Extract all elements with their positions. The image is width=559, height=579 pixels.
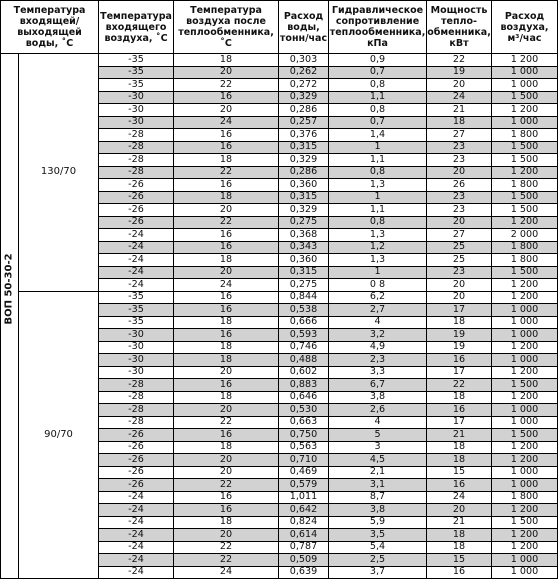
cell-water-flow: 0,275	[279, 279, 329, 292]
cell-heat-power: 24	[427, 491, 492, 504]
cell-hydraulic-resistance: 1,1	[329, 91, 427, 104]
cell-hydraulic-resistance: 4	[329, 416, 427, 429]
cell-hydraulic-resistance: 2,5	[329, 554, 427, 567]
cell-inlet-air-temp: -28	[99, 129, 174, 142]
cell-air-flow: 1 500	[492, 516, 558, 529]
cell-outlet-air-temp: 18	[174, 354, 279, 367]
cell-outlet-air-temp: 16	[174, 491, 279, 504]
cell-heat-power: 23	[427, 191, 492, 204]
cell-water-flow: 0,666	[279, 316, 329, 329]
cell-outlet-air-temp: 20	[174, 266, 279, 279]
cell-heat-power: 19	[427, 66, 492, 79]
model-label-cell	[1, 54, 19, 579]
cell-outlet-air-temp: 18	[174, 254, 279, 267]
cell-inlet-air-temp: -35	[99, 79, 174, 92]
cell-inlet-air-temp: -24	[99, 266, 174, 279]
cell-water-flow: 0,343	[279, 241, 329, 254]
cell-air-flow: 1 800	[492, 254, 558, 267]
cell-water-flow: 0,275	[279, 216, 329, 229]
cell-inlet-air-temp: -35	[99, 291, 174, 304]
cell-heat-power: 20	[427, 504, 492, 517]
cell-water-flow: 0,360	[279, 179, 329, 192]
cell-water-flow: 0,750	[279, 429, 329, 442]
cell-heat-power: 17	[427, 366, 492, 379]
cell-outlet-air-temp: 22	[174, 416, 279, 429]
cell-water-flow: 0,710	[279, 454, 329, 467]
cell-heat-power: 20	[427, 79, 492, 92]
water-temp-group: 90/70	[19, 291, 99, 579]
cell-hydraulic-resistance: 3,8	[329, 391, 427, 404]
cell-hydraulic-resistance: 3,8	[329, 504, 427, 517]
cell-hydraulic-resistance: 3,2	[329, 329, 427, 342]
cell-water-flow: 0,329	[279, 154, 329, 167]
cell-inlet-air-temp: -30	[99, 329, 174, 342]
cell-hydraulic-resistance: 8,7	[329, 491, 427, 504]
cell-air-flow: 1 500	[492, 379, 558, 392]
cell-air-flow: 1 200	[492, 104, 558, 117]
cell-heat-power: 23	[427, 204, 492, 217]
cell-air-flow: 1 000	[492, 329, 558, 342]
cell-air-flow: 1 500	[492, 191, 558, 204]
cell-outlet-air-temp: 20	[174, 454, 279, 467]
cell-water-flow: 0,602	[279, 366, 329, 379]
cell-air-flow: 1 000	[492, 566, 558, 579]
cell-heat-power: 18	[427, 316, 492, 329]
cell-air-flow: 1 500	[492, 91, 558, 104]
cell-outlet-air-temp: 16	[174, 229, 279, 242]
cell-outlet-air-temp: 16	[174, 379, 279, 392]
cell-hydraulic-resistance: 5,4	[329, 541, 427, 554]
cell-air-flow: 1 200	[492, 391, 558, 404]
cell-hydraulic-resistance: 4,5	[329, 454, 427, 467]
cell-inlet-air-temp: -30	[99, 341, 174, 354]
cell-hydraulic-resistance: 1,1	[329, 204, 427, 217]
cell-hydraulic-resistance: 1,3	[329, 179, 427, 192]
cell-outlet-air-temp: 18	[174, 341, 279, 354]
cell-air-flow: 1 200	[492, 166, 558, 179]
cell-heat-power: 27	[427, 229, 492, 242]
cell-water-flow: 0,614	[279, 529, 329, 542]
cell-heat-power: 20	[427, 216, 492, 229]
cell-inlet-air-temp: -24	[99, 529, 174, 542]
cell-inlet-air-temp: -24	[99, 504, 174, 517]
cell-outlet-air-temp: 20	[174, 66, 279, 79]
cell-hydraulic-resistance: 1	[329, 141, 427, 154]
cell-inlet-air-temp: -26	[99, 429, 174, 442]
cell-hydraulic-resistance: 0,8	[329, 216, 427, 229]
cell-heat-power: 19	[427, 341, 492, 354]
cell-heat-power: 18	[427, 541, 492, 554]
cell-inlet-air-temp: -35	[99, 66, 174, 79]
cell-water-flow: 0,360	[279, 254, 329, 267]
cell-hydraulic-resistance: 2,3	[329, 354, 427, 367]
cell-outlet-air-temp: 24	[174, 279, 279, 292]
cell-outlet-air-temp: 16	[174, 429, 279, 442]
cell-air-flow: 1 200	[492, 454, 558, 467]
cell-outlet-air-temp: 16	[174, 329, 279, 342]
cell-air-flow: 1 800	[492, 129, 558, 142]
cell-heat-power: 20	[427, 279, 492, 292]
cell-air-flow: 1 500	[492, 204, 558, 217]
cell-heat-power: 17	[427, 416, 492, 429]
cell-heat-power: 23	[427, 141, 492, 154]
cell-inlet-air-temp: -26	[99, 191, 174, 204]
cell-outlet-air-temp: 18	[174, 516, 279, 529]
cell-air-flow: 1 200	[492, 291, 558, 304]
cell-outlet-air-temp: 20	[174, 404, 279, 417]
cell-air-flow: 1 200	[492, 529, 558, 542]
cell-outlet-air-temp: 20	[174, 204, 279, 217]
cell-water-flow: 0,368	[279, 229, 329, 242]
cell-inlet-air-temp: -24	[99, 516, 174, 529]
cell-outlet-air-temp: 22	[174, 541, 279, 554]
cell-inlet-air-temp: -26	[99, 216, 174, 229]
cell-air-flow: 1 200	[492, 54, 558, 67]
cell-inlet-air-temp: -30	[99, 366, 174, 379]
cell-inlet-air-temp: -35	[99, 304, 174, 317]
cell-water-flow: 1,011	[279, 491, 329, 504]
cell-outlet-air-temp: 16	[174, 179, 279, 192]
cell-air-flow: 1 800	[492, 491, 558, 504]
cell-air-flow: 1 000	[492, 479, 558, 492]
cell-inlet-air-temp: -26	[99, 441, 174, 454]
header-heat-power: Мощность тепло-обменника, кВт	[427, 1, 492, 54]
cell-inlet-air-temp: -28	[99, 404, 174, 417]
cell-inlet-air-temp: -30	[99, 104, 174, 117]
cell-inlet-air-temp: -30	[99, 116, 174, 129]
cell-heat-power: 25	[427, 254, 492, 267]
cell-outlet-air-temp: 22	[174, 554, 279, 567]
cell-inlet-air-temp: -35	[99, 316, 174, 329]
cell-outlet-air-temp: 22	[174, 216, 279, 229]
cell-hydraulic-resistance: 3	[329, 441, 427, 454]
cell-water-flow: 0,272	[279, 79, 329, 92]
cell-outlet-air-temp: 16	[174, 129, 279, 142]
cell-heat-power: 27	[427, 129, 492, 142]
cell-water-flow: 0,286	[279, 166, 329, 179]
cell-outlet-air-temp: 16	[174, 504, 279, 517]
cell-hydraulic-resistance: 0,8	[329, 166, 427, 179]
cell-heat-power: 16	[427, 479, 492, 492]
cell-hydraulic-resistance: 2,7	[329, 304, 427, 317]
cell-air-flow: 1 200	[492, 541, 558, 554]
cell-water-flow: 0,303	[279, 54, 329, 67]
water-temp-group: 130/70	[19, 54, 99, 292]
cell-outlet-air-temp: 16	[174, 241, 279, 254]
header-outlet-air-temp: Температура воздуха после теплообменника, ˚С	[174, 1, 279, 54]
cell-air-flow: 1 500	[492, 429, 558, 442]
cell-water-flow: 0,646	[279, 391, 329, 404]
cell-outlet-air-temp: 16	[174, 304, 279, 317]
cell-heat-power: 20	[427, 166, 492, 179]
cell-air-flow: 1 000	[492, 466, 558, 479]
cell-air-flow: 1 000	[492, 116, 558, 129]
cell-air-flow: 1 500	[492, 141, 558, 154]
cell-inlet-air-temp: -26	[99, 466, 174, 479]
cell-inlet-air-temp: -28	[99, 154, 174, 167]
cell-hydraulic-resistance: 0 8	[329, 279, 427, 292]
cell-air-flow: 1 200	[492, 504, 558, 517]
cell-hydraulic-resistance: 4,9	[329, 341, 427, 354]
cell-water-flow: 0,257	[279, 116, 329, 129]
header-water-flow: Расход воды, тонн/час	[279, 1, 329, 54]
cell-air-flow: 1 000	[492, 316, 558, 329]
cell-water-flow: 0,787	[279, 541, 329, 554]
cell-air-flow: 1 800	[492, 241, 558, 254]
cell-outlet-air-temp: 16	[174, 291, 279, 304]
cell-air-flow: 1 800	[492, 179, 558, 192]
cell-inlet-air-temp: -26	[99, 179, 174, 192]
cell-air-flow: 1 000	[492, 79, 558, 92]
cell-hydraulic-resistance: 0,9	[329, 54, 427, 67]
header-air-flow: Расход воздуха, м³/час	[492, 1, 558, 54]
cell-outlet-air-temp: 18	[174, 441, 279, 454]
cell-water-flow: 0,883	[279, 379, 329, 392]
cell-hydraulic-resistance: 1	[329, 191, 427, 204]
cell-water-flow: 0,509	[279, 554, 329, 567]
cell-outlet-air-temp: 24	[174, 566, 279, 579]
cell-water-flow: 0,579	[279, 479, 329, 492]
cell-water-flow: 0,746	[279, 341, 329, 354]
cell-heat-power: 16	[427, 404, 492, 417]
cell-heat-power: 26	[427, 179, 492, 192]
cell-water-flow: 0,488	[279, 354, 329, 367]
cell-hydraulic-resistance: 0,8	[329, 79, 427, 92]
cell-outlet-air-temp: 20	[174, 466, 279, 479]
cell-hydraulic-resistance: 1,3	[329, 254, 427, 267]
cell-water-flow: 0,663	[279, 416, 329, 429]
cell-heat-power: 21	[427, 104, 492, 117]
cell-inlet-air-temp: -24	[99, 279, 174, 292]
cell-air-flow: 1 500	[492, 266, 558, 279]
header-inlet-air-temp: Температура входящего воздуха, ˚С	[99, 1, 174, 54]
cell-hydraulic-resistance: 0,8	[329, 104, 427, 117]
cell-outlet-air-temp: 24	[174, 116, 279, 129]
cell-air-flow: 1 200	[492, 279, 558, 292]
cell-hydraulic-resistance: 1,2	[329, 241, 427, 254]
cell-hydraulic-resistance: 4	[329, 316, 427, 329]
cell-water-flow: 0,530	[279, 404, 329, 417]
table-row	[1, 54, 558, 67]
cell-water-flow: 0,642	[279, 504, 329, 517]
cell-outlet-air-temp: 22	[174, 79, 279, 92]
cell-inlet-air-temp: -30	[99, 91, 174, 104]
cell-air-flow: 1 200	[492, 341, 558, 354]
cell-heat-power: 18	[427, 441, 492, 454]
cell-inlet-air-temp: -24	[99, 541, 174, 554]
cell-hydraulic-resistance: 3,5	[329, 529, 427, 542]
cell-water-flow: 0,315	[279, 141, 329, 154]
cell-heat-power: 15	[427, 466, 492, 479]
cell-inlet-air-temp: -26	[99, 479, 174, 492]
cell-outlet-air-temp: 22	[174, 479, 279, 492]
cell-inlet-air-temp: -28	[99, 166, 174, 179]
cell-heat-power: 18	[427, 116, 492, 129]
cell-inlet-air-temp: -26	[99, 204, 174, 217]
cell-air-flow: 1 000	[492, 354, 558, 367]
cell-inlet-air-temp: -24	[99, 554, 174, 567]
cell-heat-power: 20	[427, 291, 492, 304]
cell-water-flow: 0,329	[279, 91, 329, 104]
cell-outlet-air-temp: 20	[174, 529, 279, 542]
cell-hydraulic-resistance: 6,7	[329, 379, 427, 392]
cell-air-flow: 2 000	[492, 229, 558, 242]
cell-water-flow: 0,824	[279, 516, 329, 529]
cell-hydraulic-resistance: 3,7	[329, 566, 427, 579]
cell-heat-power: 16	[427, 354, 492, 367]
cell-heat-power: 18	[427, 529, 492, 542]
cell-inlet-air-temp: -24	[99, 229, 174, 242]
cell-inlet-air-temp: -28	[99, 416, 174, 429]
cell-inlet-air-temp: -26	[99, 454, 174, 467]
cell-water-flow: 0,639	[279, 566, 329, 579]
cell-air-flow: 1 500	[492, 154, 558, 167]
cell-hydraulic-resistance: 3,1	[329, 479, 427, 492]
cell-outlet-air-temp: 18	[174, 54, 279, 67]
header-hydraulic-resistance: Гидравлическое сопротивление теплообменника, кПа	[329, 1, 427, 54]
cell-water-flow: 0,844	[279, 291, 329, 304]
cell-heat-power: 22	[427, 379, 492, 392]
cell-heat-power: 15	[427, 554, 492, 567]
cell-water-flow: 0,563	[279, 441, 329, 454]
cell-inlet-air-temp: -35	[99, 54, 174, 67]
cell-air-flow: 1 000	[492, 66, 558, 79]
cell-air-flow: 1 000	[492, 304, 558, 317]
cell-outlet-air-temp: 20	[174, 366, 279, 379]
cell-heat-power: 24	[427, 91, 492, 104]
cell-air-flow: 1 200	[492, 216, 558, 229]
cell-water-flow: 0,469	[279, 466, 329, 479]
cell-hydraulic-resistance: 2,1	[329, 466, 427, 479]
cell-inlet-air-temp: -24	[99, 254, 174, 267]
cell-water-flow: 0,593	[279, 329, 329, 342]
cell-hydraulic-resistance: 1,3	[329, 229, 427, 242]
cell-outlet-air-temp: 18	[174, 191, 279, 204]
cell-hydraulic-resistance: 6,2	[329, 291, 427, 304]
cell-hydraulic-resistance: 5	[329, 429, 427, 442]
cell-outlet-air-temp: 18	[174, 316, 279, 329]
cell-heat-power: 21	[427, 516, 492, 529]
table-row	[1, 291, 558, 304]
cell-outlet-air-temp: 18	[174, 391, 279, 404]
cell-air-flow: 1 000	[492, 404, 558, 417]
cell-water-flow: 0,315	[279, 266, 329, 279]
cell-outlet-air-temp: 22	[174, 166, 279, 179]
cell-water-flow: 0,286	[279, 104, 329, 117]
cell-hydraulic-resistance: 0,7	[329, 66, 427, 79]
cell-water-flow: 0,329	[279, 204, 329, 217]
cell-hydraulic-resistance: 0,7	[329, 116, 427, 129]
cell-outlet-air-temp: 18	[174, 154, 279, 167]
table-body	[1, 54, 558, 579]
cell-outlet-air-temp: 16	[174, 91, 279, 104]
cell-air-flow: 1 200	[492, 366, 558, 379]
cell-water-flow: 0,262	[279, 66, 329, 79]
cell-inlet-air-temp: -30	[99, 354, 174, 367]
cell-air-flow: 1 000	[492, 416, 558, 429]
cell-hydraulic-resistance: 2,6	[329, 404, 427, 417]
cell-heat-power: 22	[427, 54, 492, 67]
cell-hydraulic-resistance: 3,3	[329, 366, 427, 379]
header-row	[1, 1, 558, 54]
cell-inlet-air-temp: -24	[99, 491, 174, 504]
cell-heat-power: 16	[427, 566, 492, 579]
cell-inlet-air-temp: -24	[99, 241, 174, 254]
cell-outlet-air-temp: 16	[174, 141, 279, 154]
cell-heat-power: 23	[427, 266, 492, 279]
cell-heat-power: 23	[427, 154, 492, 167]
cell-hydraulic-resistance: 1,4	[329, 129, 427, 142]
cell-hydraulic-resistance: 5,9	[329, 516, 427, 529]
cell-outlet-air-temp: 20	[174, 104, 279, 117]
cell-inlet-air-temp: -28	[99, 391, 174, 404]
cell-water-flow: 0,376	[279, 129, 329, 142]
cell-heat-power: 19	[427, 329, 492, 342]
cell-heat-power: 25	[427, 241, 492, 254]
cell-hydraulic-resistance: 1	[329, 266, 427, 279]
model-label: ВОП 50-30-2	[3, 253, 15, 325]
cell-inlet-air-temp: -24	[99, 566, 174, 579]
cell-air-flow: 1 200	[492, 441, 558, 454]
cell-water-flow: 0,538	[279, 304, 329, 317]
cell-heat-power: 21	[427, 429, 492, 442]
cell-hydraulic-resistance: 1,1	[329, 154, 427, 167]
cell-heat-power: 18	[427, 391, 492, 404]
cell-air-flow: 1 000	[492, 554, 558, 567]
cell-water-flow: 0,315	[279, 191, 329, 204]
cell-heat-power: 17	[427, 304, 492, 317]
header-water-temp: Температура входящей/ выходящей воды, ˚С	[1, 1, 99, 54]
cell-inlet-air-temp: -28	[99, 141, 174, 154]
cell-inlet-air-temp: -28	[99, 379, 174, 392]
cell-heat-power: 18	[427, 454, 492, 467]
